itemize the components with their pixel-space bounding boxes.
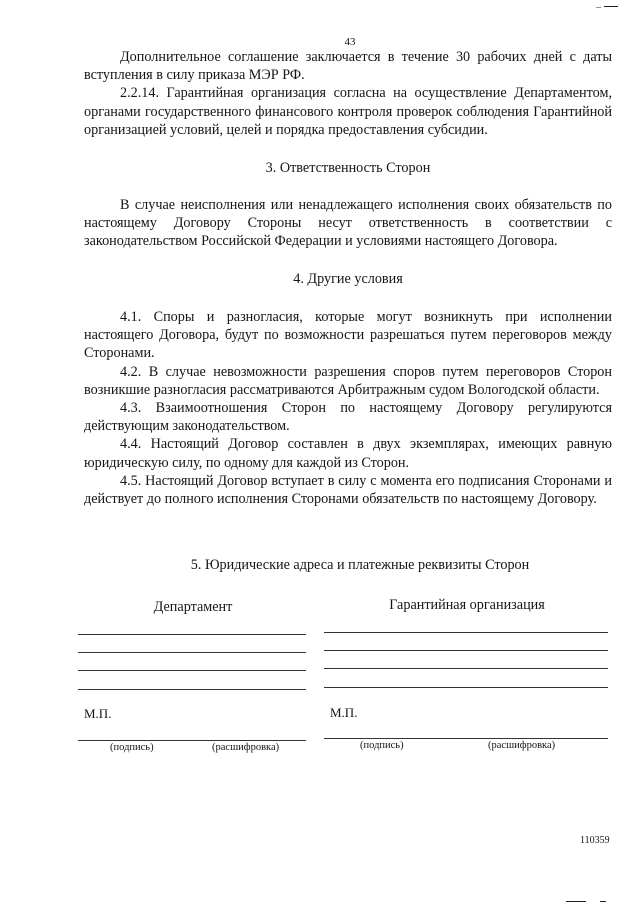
left-party-title: Департамент bbox=[153, 599, 233, 615]
left-signature-caption: (подпись) bbox=[110, 742, 154, 753]
intro-text bbox=[84, 48, 612, 139]
right-requisites-line-2 bbox=[324, 650, 608, 651]
section4-paragraph-5: 4.5. Настоящий Договор вступает в силу с момента его подписания Сторонами и действует до полного исполнения Сторонами обязательств по настоящему Договору. bbox=[84, 472, 612, 508]
corner-dash-bottom-2 bbox=[600, 901, 606, 902]
corner-dash-top bbox=[604, 6, 618, 7]
left-stamp-label: М.П. bbox=[84, 706, 112, 721]
right-signature-line bbox=[324, 738, 608, 739]
section3-title: 3. Ответственность Сторон bbox=[265, 160, 431, 176]
corner-dash-bottom bbox=[566, 901, 586, 902]
section4-title: 4. Другие условия bbox=[293, 271, 403, 287]
right-requisites-line-1 bbox=[324, 632, 608, 633]
right-decoding-caption: (расшифровка) bbox=[488, 740, 556, 751]
left-decoding-caption: (расшифровка) bbox=[212, 742, 280, 753]
right-party-title: Гарантийная организация bbox=[389, 597, 545, 613]
left-requisites-line-4 bbox=[78, 689, 306, 690]
section4-body bbox=[84, 308, 612, 508]
corner-mark-top: – bbox=[596, 2, 601, 13]
document-id: 110359 bbox=[580, 835, 610, 846]
section4-paragraph-4: 4.4. Настоящий Договор составлен в двух экземплярах, имеющих равную юридическую силу, по одному для каждой из Сторон. bbox=[84, 436, 612, 471]
section3-body bbox=[84, 196, 612, 251]
right-stamp-label: М.П. bbox=[330, 705, 358, 720]
section3-paragraph-1: В случае неисполнения или ненадлежащего исполнения своих обязательств по настоящему Договору Стороны несут ответственность в соответствии с законодательством Российской Федерации и условиями настоящего Договора. bbox=[84, 197, 612, 250]
right-signature-caption: (подпись) bbox=[360, 740, 404, 751]
intro-paragraph-1: Дополнительное соглашение заключается в течение 30 рабочих дней с даты вступления в силу приказа МЭР РФ. bbox=[84, 49, 612, 84]
intro-paragraph-2: 2.2.14. Гарантийная организация согласна на осуществление Департаментом, органами государственного финансового контроля проверок соблюдения Гарантийной организацией условий, целей и порядка предоставления субсидии. bbox=[84, 85, 612, 138]
left-signature-line bbox=[78, 740, 306, 741]
section4-paragraph-1: 4.1. Споры и разногласия, которые могут возникнуть при исполнении настоящего Договора, будут по возможности разрешаться путем переговоров между Сторонами. bbox=[84, 309, 612, 362]
left-requisites-line-3 bbox=[78, 670, 306, 671]
section4-paragraph-3: 4.3. Взаимоотношения Сторон по настоящему Договору регулируются действующим законодательством. bbox=[84, 400, 612, 435]
left-requisites-line-2 bbox=[78, 652, 306, 653]
right-requisites-line-4 bbox=[324, 687, 608, 688]
section5-title: 5. Юридические адреса и платежные реквизиты Сторон bbox=[190, 557, 530, 573]
right-requisites-line-3 bbox=[324, 668, 608, 669]
page-number: 43 bbox=[344, 36, 356, 48]
left-requisites-line-1 bbox=[78, 634, 306, 635]
section4-paragraph-2: 4.2. В случае невозможности разрешения споров путем переговоров Сторон возникшие разногласия рассматриваются Арбитражным судом Вологодской области. bbox=[84, 363, 612, 398]
